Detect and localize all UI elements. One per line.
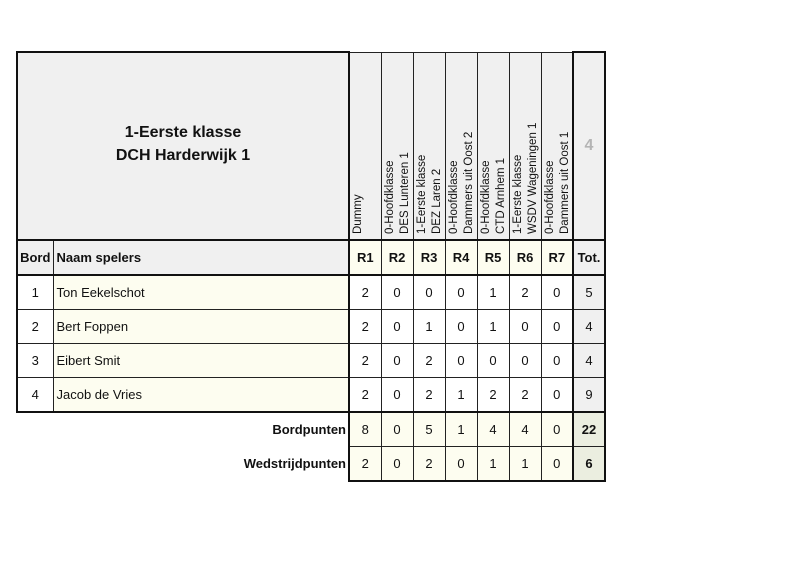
score-cell: 0 xyxy=(509,310,541,344)
score-cell: 0 xyxy=(445,275,477,310)
score-cell: 0 xyxy=(445,310,477,344)
opponent-team: DEZ Laren 2 xyxy=(430,168,443,234)
summary-cell: 0 xyxy=(541,447,573,482)
score-cell: 2 xyxy=(349,344,381,378)
summary-label: Bordpunten xyxy=(17,412,349,447)
opponent-class: Dummy xyxy=(352,194,364,234)
summary-cell: 2 xyxy=(349,447,381,482)
score-cell: 0 xyxy=(445,344,477,378)
summary-cell: 1 xyxy=(445,412,477,447)
score-cell: 2 xyxy=(349,310,381,344)
summary-cell: 1 xyxy=(509,447,541,482)
summary-cell: 4 xyxy=(477,412,509,447)
player-name: Eibert Smit xyxy=(53,344,349,378)
column-header-r6: R6 xyxy=(509,240,541,275)
summary-total: 22 xyxy=(573,412,605,447)
score-cell: 0 xyxy=(381,310,413,344)
score-cell: 0 xyxy=(477,344,509,378)
score-cell: 1 xyxy=(477,310,509,344)
opponents-header-row xyxy=(17,52,605,240)
division-title: 1-Eerste klasse xyxy=(124,124,242,141)
player-total: 4 xyxy=(573,310,605,344)
opponent-class: 0-Hoofdklasse xyxy=(447,160,460,234)
opponent-team: CTD Arnhem 1 xyxy=(494,157,507,234)
summary-cell: 0 xyxy=(381,412,413,447)
score-sheet xyxy=(16,51,606,482)
score-cell: 0 xyxy=(381,275,413,310)
score-cell: 2 xyxy=(477,378,509,413)
score-cell: 2 xyxy=(413,378,445,413)
total-header-value: 4 xyxy=(573,52,605,240)
column-header-r1: R1 xyxy=(349,240,381,275)
opponent-class: 0-Hoofdklasse xyxy=(543,160,556,234)
board-number: 3 xyxy=(17,344,53,378)
team-title-block xyxy=(17,52,349,240)
opponent-class: 1-Eerste klasse xyxy=(415,154,428,234)
column-header-name: Naam spelers xyxy=(53,240,349,275)
player-total: 5 xyxy=(573,275,605,310)
score-cell: 1 xyxy=(445,378,477,413)
score-cell: 0 xyxy=(541,344,573,378)
score-cell: 0 xyxy=(413,275,445,310)
opponent-class: 0-Hoofdklasse xyxy=(479,160,492,234)
column-header-r5: R5 xyxy=(477,240,509,275)
column-header-r4: R4 xyxy=(445,240,477,275)
column-header-r3: R3 xyxy=(413,240,445,275)
player-row xyxy=(17,344,605,378)
opponent-team: DES Lunteren 1 xyxy=(398,152,411,234)
summary-cell: 0 xyxy=(541,412,573,447)
opponent-header-r7 xyxy=(541,52,573,240)
player-name: Ton Eekelschot xyxy=(53,275,349,310)
score-cell: 0 xyxy=(381,344,413,378)
board-number: 1 xyxy=(17,275,53,310)
opponent-class: 1-Eerste klasse xyxy=(511,154,524,234)
opponent-header-r6 xyxy=(509,52,541,240)
player-total: 9 xyxy=(573,378,605,413)
score-cell: 0 xyxy=(509,344,541,378)
summary-cell: 8 xyxy=(349,412,381,447)
score-cell: 2 xyxy=(413,344,445,378)
summary-cell: 0 xyxy=(445,447,477,482)
opponent-header-r3 xyxy=(413,52,445,240)
score-cell: 0 xyxy=(541,275,573,310)
opponent-header-r4 xyxy=(445,52,477,240)
board-number: 2 xyxy=(17,310,53,344)
score-cell: 2 xyxy=(509,378,541,413)
opponent-class: 0-Hoofdklasse xyxy=(383,160,396,234)
score-cell: 2 xyxy=(509,275,541,310)
opponent-team: WSDV Wageningen 1 xyxy=(526,122,539,234)
opponent-header-r5 xyxy=(477,52,509,240)
summary-cell: 4 xyxy=(509,412,541,447)
opponent-team: Dammers uit Oost 2 xyxy=(462,131,475,234)
summary-cell: 2 xyxy=(413,447,445,482)
column-header-total: Tot. xyxy=(573,240,605,275)
summary-label: Wedstrijdpunten xyxy=(17,447,349,482)
player-row xyxy=(17,378,605,413)
player-row xyxy=(17,310,605,344)
summary-total: 6 xyxy=(573,447,605,482)
player-name: Bert Foppen xyxy=(53,310,349,344)
score-cell: 1 xyxy=(477,275,509,310)
summary-row-wedstrijdpunten xyxy=(17,447,605,482)
score-cell: 0 xyxy=(541,310,573,344)
score-cell: 2 xyxy=(349,378,381,413)
board-number: 4 xyxy=(17,378,53,413)
team-title: DCH Harderwijk 1 xyxy=(115,147,251,164)
score-cell: 2 xyxy=(349,275,381,310)
score-cell: 1 xyxy=(413,310,445,344)
summary-row-bordpunten xyxy=(17,412,605,447)
opponent-team: Dammers uit Oost 1 xyxy=(558,131,571,234)
team-score-table xyxy=(16,51,606,482)
opponent-header-r2 xyxy=(381,52,413,240)
column-header-r2: R2 xyxy=(381,240,413,275)
score-cell: 0 xyxy=(381,378,413,413)
player-row xyxy=(17,275,605,310)
summary-cell: 0 xyxy=(381,447,413,482)
player-total: 4 xyxy=(573,344,605,378)
column-header-row xyxy=(17,240,605,275)
player-name: Jacob de Vries xyxy=(53,378,349,413)
column-header-bord: Bord xyxy=(17,240,53,275)
opponent-header-r1 xyxy=(349,52,381,240)
summary-cell: 1 xyxy=(477,447,509,482)
column-header-r7: R7 xyxy=(541,240,573,275)
score-cell: 0 xyxy=(541,378,573,413)
summary-cell: 5 xyxy=(413,412,445,447)
